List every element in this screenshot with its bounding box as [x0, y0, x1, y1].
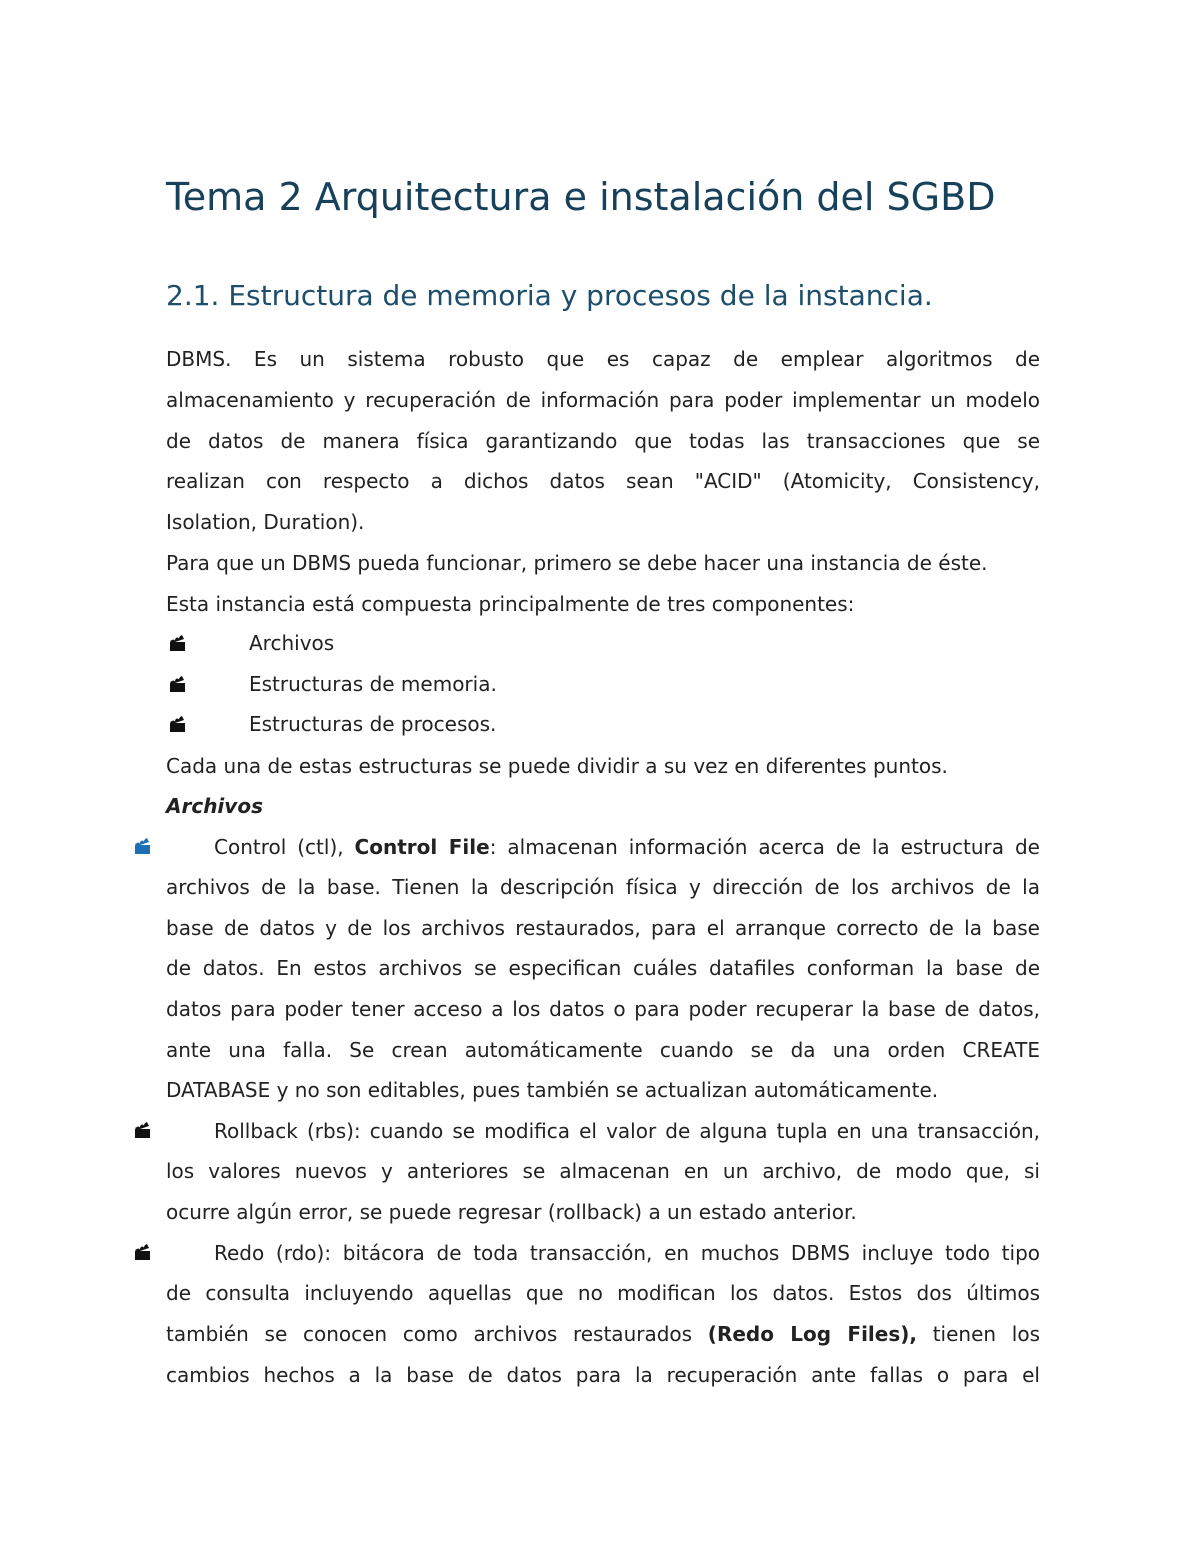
paragraph-line: Para que un DBMS pueda funcionar, primero se debe hacer una instancia de éste. [166, 551, 988, 575]
paragraph-line [166, 1238, 1040, 1268]
redo-text: también se conocen como archivos restaurados [166, 1322, 708, 1346]
paragraph-line: DATABASE y no son editables, pues también se actualizan automáticamente. [166, 1078, 939, 1102]
clapperboard-icon [133, 1120, 153, 1140]
paragraph-line: base de datos y de los archivos restaurados, para el arranque correcto de la base [166, 916, 1040, 940]
paragraph-line: Cada una de estas estructuras se puede dividir a su vez en diferentes puntos. [166, 754, 948, 778]
clapperboard-icon [133, 1242, 153, 1262]
clapperboard-icon [168, 633, 188, 653]
control-file-term: Control File [354, 835, 490, 859]
clapperboard-icon [133, 836, 153, 856]
paragraph-line: de datos de manera física garantizando que todas las transacciones que se [166, 429, 1040, 453]
redo-log-term: (Redo Log Files), [707, 1322, 917, 1346]
list-item: Estructuras de procesos. [249, 712, 497, 736]
paragraph-line: Esta instancia está compuesta principalmente de tres componentes: [166, 592, 855, 616]
control-label: Control (ctl), [214, 835, 355, 859]
subsection-heading: Archivos [166, 794, 263, 818]
paragraph-line: datos para poder tener acceso a los datos o para poder recuperar la base de datos, [166, 997, 1040, 1021]
paragraph-line: los valores nuevos y anteriores se almacenan en un archivo, de modo que, si [166, 1159, 1040, 1183]
paragraph-line: ocurre algún error, se puede regresar (rollback) a un estado anterior. [166, 1200, 857, 1224]
redo-text: tienen los [917, 1322, 1041, 1346]
paragraph-line: ante una falla. Se crean automáticamente cuando se da una orden CREATE [166, 1038, 1040, 1062]
paragraph-line: archivos de la base. Tienen la descripción física y dirección de los archivos de la [166, 875, 1040, 899]
paragraph-line: DBMS. Es un sistema robusto que es capaz de emplear algoritmos de [166, 347, 1040, 371]
paragraph-line: realizan con respecto a dichos datos sean "ACID" (Atomicity, Consistency, [166, 469, 1040, 493]
paragraph-line [166, 1116, 1040, 1146]
control-description: : almacenan información acerca de la estructura de [489, 835, 1040, 859]
clapperboard-icon [168, 674, 188, 694]
list-item: Estructuras de memoria. [249, 672, 497, 696]
document-title: Tema 2 Arquitectura e instalación del SGBD [166, 175, 996, 219]
section-heading: 2.1. Estructura de memoria y procesos de la instancia. [166, 279, 933, 312]
paragraph-line: cambios hechos a la base de datos para la recuperación ante fallas o para el [166, 1363, 1040, 1387]
paragraph-line: de consulta incluyendo aquellas que no modifican los datos. Estos dos últimos [166, 1281, 1040, 1305]
redo-first-line: Redo (rdo): bitácora de toda transacción, en muchos DBMS incluye todo tipo [214, 1241, 1040, 1265]
clapperboard-icon [168, 714, 188, 734]
paragraph-line: Isolation, Duration). [166, 510, 365, 534]
paragraph-line [166, 1319, 1040, 1349]
paragraph-line: de datos. En estos archivos se especifican cuáles datafiles conforman la base de [166, 956, 1040, 980]
rollback-first-line: Rollback (rbs): cuando se modifica el valor de alguna tupla en una transacción, [214, 1119, 1040, 1143]
paragraph-line: almacenamiento y recuperación de información para poder implementar un modelo [166, 388, 1040, 412]
list-item: Archivos [249, 631, 335, 655]
paragraph-line [166, 832, 1040, 862]
